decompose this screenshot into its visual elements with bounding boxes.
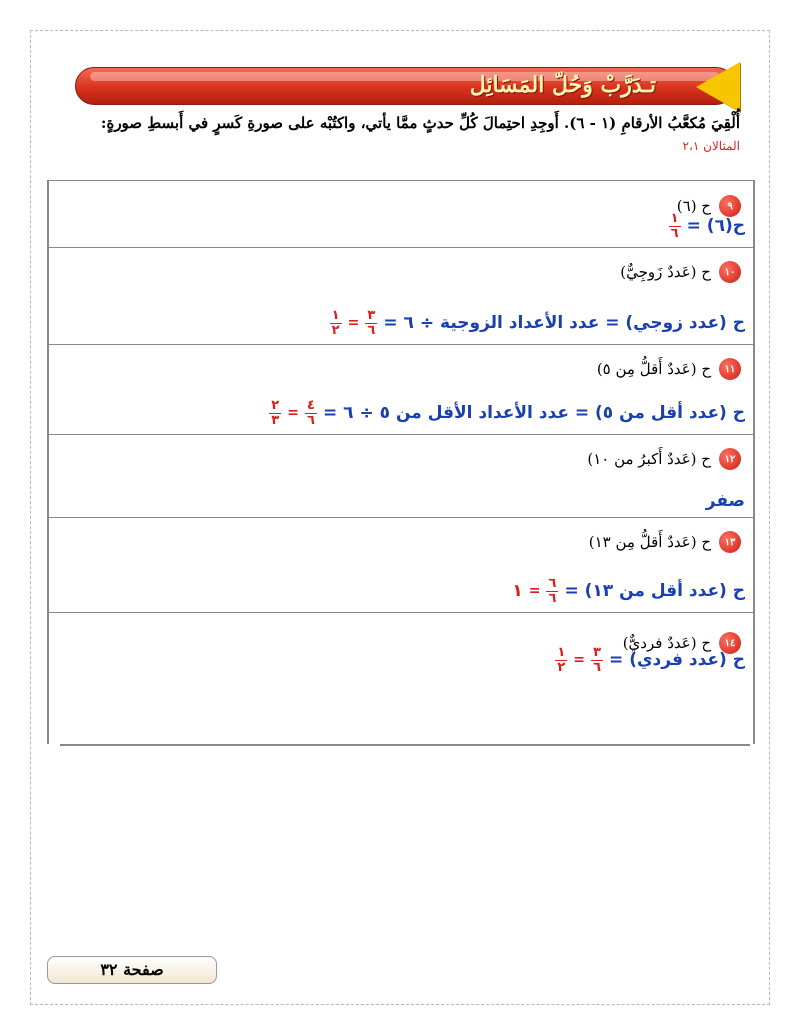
instructions [60, 112, 740, 157]
fraction: $\frac{١}{٢}$ [330, 309, 342, 339]
problem-row [49, 247, 753, 345]
problem-row [49, 612, 753, 745]
answer [706, 491, 745, 511]
answer-text: ح (عدد أقل من ٥) = عدد الأعداد الأقل من ٥ ÷ ٦ = [322, 403, 745, 424]
fraction: $\frac{٣}{٦}$ [365, 309, 377, 339]
question-text: ح (عَددٌ أَقلُّ مِن ٥) [596, 360, 711, 378]
problem-question [597, 358, 741, 380]
examples-reference: المثالان ٢،١ [682, 139, 740, 153]
answer-result: ١ [512, 581, 523, 602]
problem-number: ١٣ [719, 531, 741, 553]
banner-title: تـدَرَّبْ وَحُلّ المَسَائِل [469, 72, 656, 98]
equals-sign: = [347, 315, 360, 332]
question-text: ح (عَددٌ فرديٌّ) [622, 634, 711, 652]
answer-text: صفر [705, 491, 745, 511]
answer-text: ح (عدد زوجي) = عدد الأعداد الزوجية ÷ ٦ = [383, 313, 745, 334]
arrow-icon [696, 62, 740, 112]
answer [512, 577, 745, 607]
problems-table [47, 180, 755, 744]
answer [669, 212, 745, 242]
fraction: $\frac{١}{٦}$ [669, 212, 681, 242]
problem-number: ١٢ [719, 448, 741, 470]
question-text: ح (عَددٌ أَقلُّ مِن ١٣) [588, 533, 711, 551]
answer [555, 646, 745, 676]
problem-number: ٩ [719, 195, 741, 217]
problem-number: ١٤ [719, 632, 741, 654]
problem-row [49, 434, 753, 518]
answer-text: ح (عدد فردي) = [609, 650, 745, 671]
answer [269, 399, 745, 429]
equals-sign: = [287, 405, 299, 422]
page-number: صفحة ٣٢ [47, 956, 217, 984]
problem-row [49, 344, 753, 435]
problem-question [589, 531, 741, 553]
problem-number: ١٠ [719, 261, 741, 283]
problem-question [587, 448, 741, 470]
question-text: ح (عَددٌ زَوجِيٌّ) [620, 263, 711, 281]
instructions-text: أُلْقِيَ مُكعَّبُ الأرقامِ (١ - ٦). أَوجِدِ احتِمالَ كُلِّ حدثٍ ممَّا يأتي، واكتُبْه على صورةِ كَسرٍ في أَبسطِ صورةٍ: [100, 114, 740, 132]
answer [330, 309, 745, 339]
section-banner [75, 67, 735, 105]
fraction: $\frac{٦}{٦}$ [546, 577, 558, 607]
answer-text: ح (عدد أقل من ١٣) = [564, 581, 745, 602]
problem-question [620, 261, 741, 283]
problem-row [49, 181, 753, 248]
problem-number: ١١ [719, 358, 741, 380]
fraction: $\frac{٢}{٣}$ [269, 399, 281, 429]
question-text: ح (٦) [676, 197, 711, 215]
question-text: ح (عَددٌ أَكبرُ من ١٠) [587, 450, 711, 468]
fraction: $\frac{٣}{٦}$ [591, 646, 603, 676]
answer-text: ح(٦) = [686, 216, 745, 237]
problem-row [49, 517, 753, 613]
equals-sign: = [573, 652, 586, 669]
table-bottom-rule [60, 744, 750, 746]
equals-sign: = [528, 583, 541, 600]
fraction: $\frac{١}{٢}$ [555, 646, 567, 676]
fraction: $\frac{٤}{٦}$ [305, 399, 317, 429]
